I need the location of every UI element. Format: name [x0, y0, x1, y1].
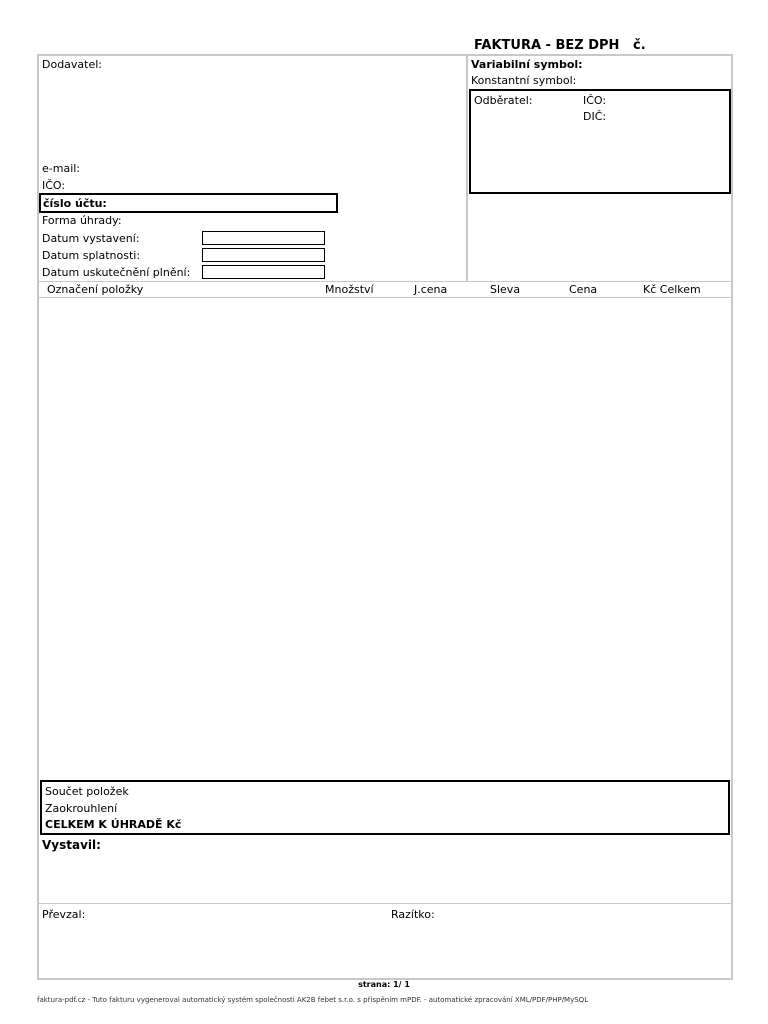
bank-account-label: číslo účtu: [43, 197, 107, 210]
customer-dic-label: DIČ: [583, 110, 607, 123]
payment-form-label: Forma úhrady: [42, 214, 122, 227]
signature-divider [38, 903, 732, 904]
customer-ico-label: IČO: [583, 94, 607, 107]
constant-symbol-label: Konstantní symbol: [471, 74, 577, 87]
column-header-quantity: Množství [325, 283, 374, 296]
column-header-total: Kč Celkem [643, 283, 701, 296]
received-by-label: Převzal: [42, 908, 86, 921]
variable-symbol-label: Variabilní symbol: [471, 58, 583, 71]
due-date-field [202, 248, 325, 262]
column-header-price: Cena [569, 283, 598, 296]
due-date-label: Datum splatnosti: [42, 249, 141, 262]
supplier-ico-label: IČO: [42, 179, 66, 192]
table-header-bottom-line [38, 297, 732, 298]
supplier-email-label: e-mail: [42, 162, 81, 175]
stamp-label: Razítko: [391, 908, 435, 921]
customer-box [469, 89, 731, 194]
issue-date-field [202, 231, 325, 245]
column-header-item: Označení položky [47, 283, 144, 296]
bank-account-box [39, 193, 338, 213]
issue-date-label: Datum vystavení: [42, 232, 140, 245]
supplier-label: Dodavatel: [42, 58, 103, 71]
issued-by-label: Vystavil: [42, 838, 101, 852]
supply-date-field [202, 265, 325, 279]
column-header-discount: Sleva [490, 283, 521, 296]
header-divider [466, 55, 468, 282]
table-header-top-line [38, 281, 732, 282]
items-sum-label: Součet položek [45, 785, 129, 798]
invoice-title: FAKTURA - BEZ DPH [474, 38, 620, 53]
rounding-label: Zaokrouhlení [45, 802, 118, 815]
invoice-number-prefix: č. [633, 38, 646, 53]
total-due-label: CELKEM K ÚHRADĚ Kč [45, 818, 182, 831]
supply-date-label: Datum uskutečnění plnění: [42, 266, 191, 279]
column-header-unit-price: J.cena [414, 283, 448, 296]
page-number: strana: 1/ 1 [358, 980, 410, 989]
footer-note: faktura-pdf.cz - Tuto fakturu vygeneroval automatický systém společnosti AK2B febet s.r.o. s přispěním mPDF. - automatické zpracování XML/PDF/PHP/MySQL [37, 996, 589, 1004]
totals-box [40, 780, 730, 835]
customer-label: Odběratel: [474, 94, 533, 107]
